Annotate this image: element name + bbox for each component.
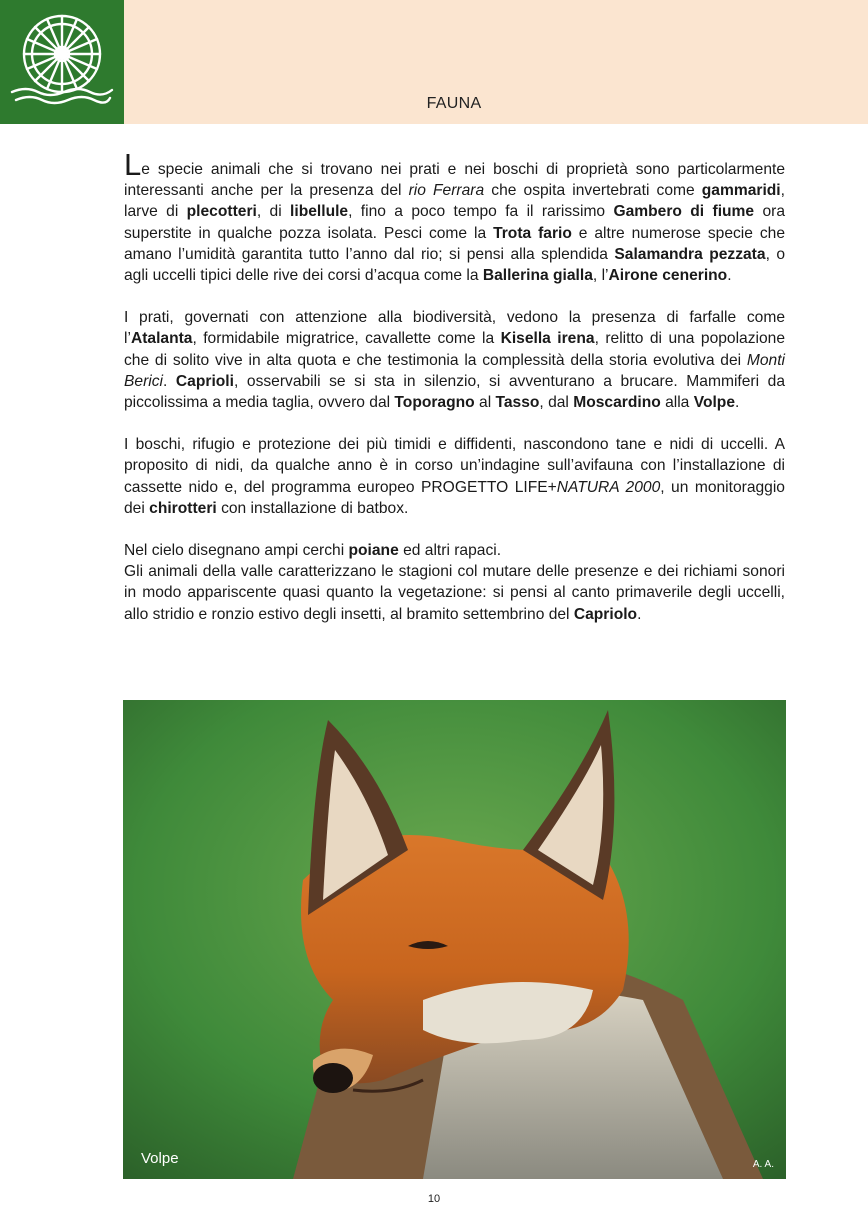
bold-term: Kisella irena [500,330,595,348]
paragraph-3 [124,434,785,519]
text-run: , relitto di una popolazione che di solito vive in alta quota e che testimonia la complessità della storia evolutiva dei [124,330,785,369]
text-run: , di [256,203,291,221]
body-text [124,147,786,646]
text-run: , o agli uccelli tipici delle rive dei corsi d’acqua come la [124,245,786,285]
text-run: I boschi, rifugio e protezione dei più timidi e diffidenti, nascondono tane e nidi di uccelli. A proposito di nidi, da qualche anno è in corso un’indagine sull’avifauna con l’installazione di cassette nido e, del programma europeo PROGETTO LIFE+ [124,436,785,496]
photo-caption: Volpe [141,1150,179,1167]
italic-term: NATURA 2000 [556,478,661,496]
text-run: Nel cielo disegnano ampi cerchi [124,542,349,560]
text-run: e altre numerose specie che amano l’umidità garantita tutto l’anno dal rio; si pensi alla splendida [124,224,785,263]
text-run: Gli animali della valle caratterizzano le stagioni col mutare delle presenze e dei richiami sonori in modo appariscente quasi quanto la vegetazione: si pensi al canto primaverile degli uccelli, allo stridio e ronzio estivo degli insetti, al bramito settembrino del [124,563,785,623]
dropcap: L [124,147,142,182]
text-run: , osservabili se si sta in silenzio, si avventurano a brucare. Mammiferi da piccolissima a media taglia, ovvero dal [124,372,786,412]
paragraph-1 [124,147,786,286]
paragraph-4 [124,540,785,561]
text-run: . [163,372,176,390]
bold-term: poiane [348,542,399,560]
text-run: al [474,394,496,412]
fox-illustration [123,700,786,1179]
bold-term: Tasso [495,394,540,412]
bold-term: Capriolo [573,605,638,623]
text-run: . [637,605,642,623]
text-run: e specie animali che si trovano nei prati e nei boschi di proprietà sono particolarmente interessanti anche per la presenza del [124,161,785,200]
section-title: FAUNA [426,95,482,112]
waterwheel-logo-icon [8,8,116,108]
photo-credit: A. A. [752,1159,774,1170]
bold-term: Moscardino [573,394,661,412]
text-run: ed altri rapaci. [398,542,502,560]
bold-term: Atalanta [130,330,193,348]
text-run: , larve di [124,182,785,221]
text-run: , un monitoraggio dei [124,478,785,517]
bold-term: chirotteri [149,499,217,517]
text-run: alla [660,394,694,412]
bold-term: Gambero di fiume [613,203,755,221]
bold-term: plecotteri [186,203,257,221]
bold-term: Trota fario [493,224,572,242]
bold-term: Airone cenerino [608,267,728,285]
bold-term: Ballerina gialla [482,267,593,285]
fox-nose [313,1063,353,1093]
text-run: , dal [539,394,574,412]
text-run: ora superstite in qualche pozza isolata. Pesci come la [124,203,785,242]
bold-term: Toporagno [394,394,475,412]
text-run: , formidabile migratrice, cavallette come la [192,330,501,348]
bold-term: gammaridi [701,182,781,200]
fox-photo [123,700,786,1179]
text-run: con installazione di batbox. [216,499,409,517]
text-run: , l’ [592,267,609,285]
text-run: che ospita invertebrati come [484,182,702,200]
italic-term: Monti Berici [124,351,785,390]
bold-term: Caprioli [175,372,234,390]
text-run: . [727,267,732,285]
text-run: . [735,394,740,412]
text-run: I prati, governati con attenzione alla biodiversità, vedono la presenza di farfalle come l’ [124,309,785,348]
bold-term: Salamandra pezzata [614,245,766,263]
page-number: 10 [427,1193,441,1205]
bold-term: Volpe [693,394,736,412]
bold-term: libellule [290,203,349,221]
text-run: , fino a poco tempo fa il rarissimo [348,203,614,221]
italic-term: rio Ferrara [408,182,485,200]
paragraph-2 [124,307,785,413]
logo-box [0,0,124,124]
paragraph-5 [124,561,785,625]
